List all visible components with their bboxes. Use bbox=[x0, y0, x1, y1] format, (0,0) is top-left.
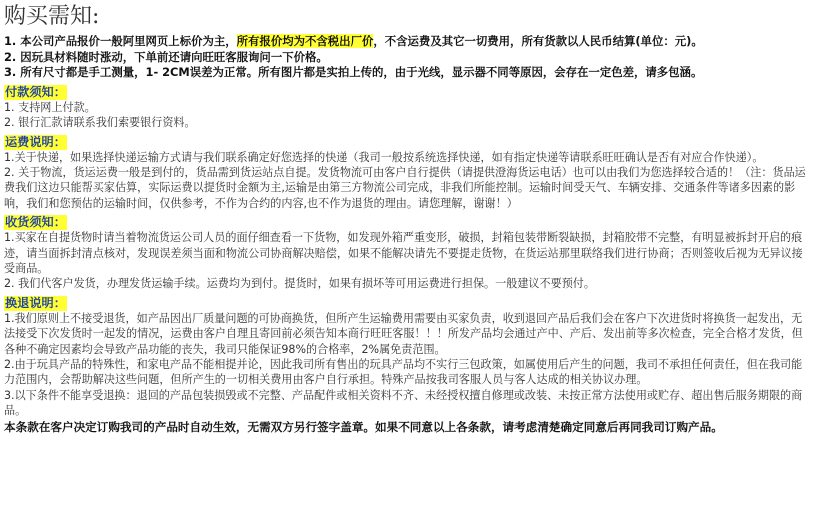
returns-heading: 换退说明： bbox=[5, 295, 66, 310]
payment-heading: 付款须知： bbox=[5, 84, 66, 99]
page-title: 购买需知: bbox=[4, 4, 100, 29]
shipping-section bbox=[4, 131, 812, 212]
intro-line-1-pre: 1. 本公司产品报价一般阿里网页上标价为主， bbox=[4, 34, 237, 48]
receiving-item-2: 2. 我们代客户发货，办理发货运输手续。运费均为到付。提货时，如果有损坏等可用运费进行担保。一般建议不要预付。 bbox=[4, 277, 595, 291]
returns-section bbox=[4, 292, 812, 419]
shipping-item-2: 2. 关于物流，货运运费一般是到付的，货品需到货运站点自提。发货物流可由客户自行提供（请提供澄海货运电话）也可以由我们为您选择较合适的！（注：货品运费我们这边只能帮买家估算，实际运费以提货时金额为主,运输是由第三方物流公司完成，非我们所能控制。运输时间受天气、车辆安排、交通条件等诸多因素的影响，我们和您预估的运输时间，仅供参考，不作为合约的内容,也不作为退货的理由。请您理解，谢谢！） bbox=[4, 166, 806, 210]
returns-item-3: 3.以下条件不能享受退换：退回的产品包装损毁或不完整、产品配件或相关资料不齐、未经授权擅自修理或改装、未按正常方法使用或贮存、超出售后服务期限的商品。 bbox=[4, 388, 803, 418]
intro-line-1-post: ，不含运费及其它一切费用，所有货款以人民币结算(单位：元)。 bbox=[373, 34, 703, 48]
footer-terms: 本条款在客户决定订购我司的产品时自动生效，无需双方另行签字盖章。如果不同意以上各条款，请考虑清楚确定同意后再同我司订购产品。 bbox=[4, 419, 723, 434]
shipping-heading: 运费说明： bbox=[5, 134, 66, 149]
payment-item-2: 2. 银行汇款请联系我们索要银行资料。 bbox=[4, 116, 196, 130]
receiving-section bbox=[4, 211, 812, 292]
intro-line-2: 2. 因玩具材料随时涨动，下单前还请向旺旺客服询问一下价格。 bbox=[4, 49, 328, 64]
receiving-item-1: 1.买家在自提货物时请当着物流货运公司人员的面仔细查看一下货物，如发现外箱严重变形，破损，封箱包装带断裂缺损，封箱胶带不完整，有明显被拆封开启的痕迹，请当面拆封清点核对，发现误差须当面和物流公司协商解决赔偿，如果不能解决请先不要提走货物，在货运站那里联络我们进行协商；否则签收后视为无异议接受商品。 bbox=[4, 231, 803, 276]
returns-item-1: 1.我们原则上不接受退货，如产品因出厂质量问题的可协商换货，但所产生运输费用需要由买家负责，收到退回产品后我们会在客户下次进货时将换货一起发出，无法接受下次发货时一起发的情况，运费由客户自理且寄回前必须告知本商行旺旺客服！！！所发产品均会通过产中、产后、发出前等多次检查，完全合格才发货，但各种不确定因素均会导致产品功能的丧失，我司只能保证98%的合格率，2%属免责范围。 bbox=[4, 311, 803, 356]
payment-item-1: 1. 支持网上付款。 bbox=[4, 100, 96, 114]
intro-line-3: 3. 所有尺寸都是手工测量，1- 2CM误差为正常。所有图片都是实拍上传的，由于光线，显示器不同等原因，会存在一定色差，请多包涵。 bbox=[4, 65, 703, 80]
intro-line-1-highlight: 所有报价均为不含税出厂价 bbox=[236, 34, 374, 48]
purchase-notice bbox=[0, 2, 815, 435]
returns-item-2: 2.由于玩具产品的特殊性，和家电产品不能相提并论，因此我司所有售出的玩具产品均不实行三包政策，如属使用后产生的问题，我司不承担任何责任，但在我司能力范围内，会帮助解决这些问题，但所产生的一切相关费用由客户自行承担。特殊产品按我司客服人员与客人达成的相关协议办理。 bbox=[4, 358, 803, 387]
intro-line-1 bbox=[4, 34, 812, 50]
shipping-item-1: 1.关于快递，如果选择快递运输方式请与我们联系确定好您选择的快递（我司一般按系统选择快递，如有指定快递等请联系旺旺确认是否有对应合作快递）。 bbox=[4, 150, 764, 164]
payment-section bbox=[4, 81, 812, 131]
receiving-heading: 收货须知： bbox=[5, 215, 66, 230]
